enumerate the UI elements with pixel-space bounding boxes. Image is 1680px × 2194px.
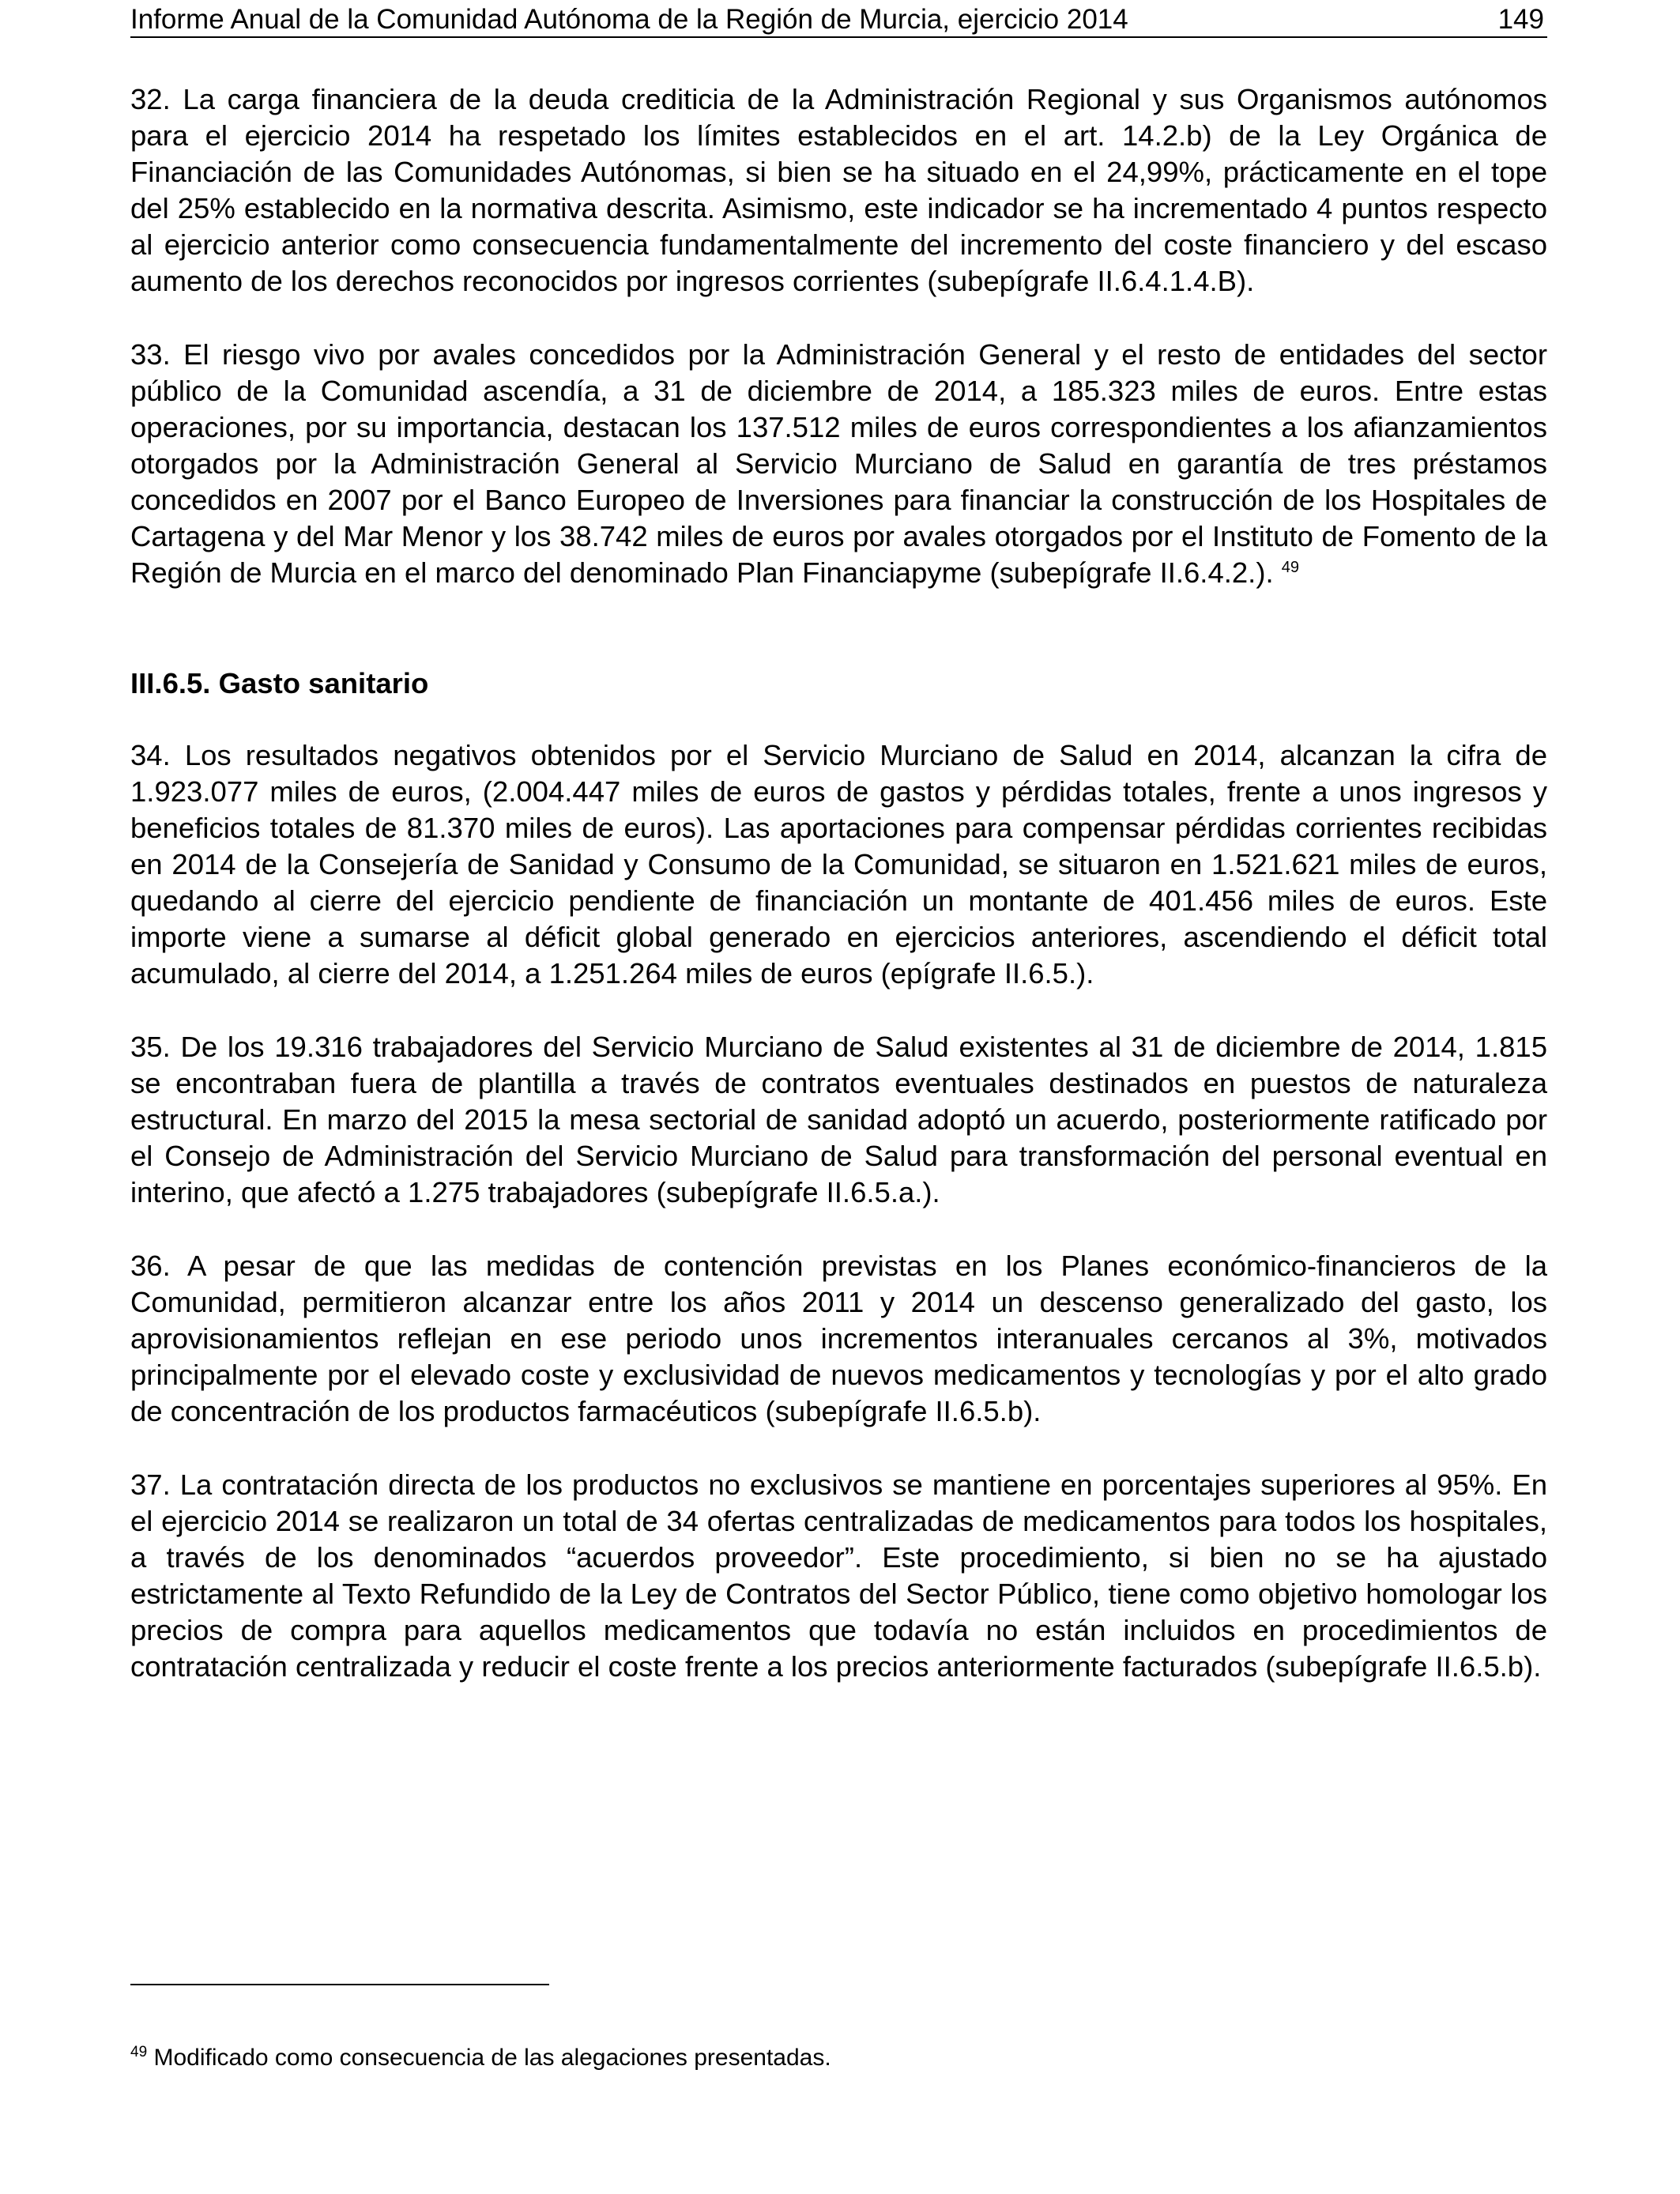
report-title: Informe Anual de la Comunidad Autónoma de la Región de Murcia, ejercicio 2014: [130, 4, 1128, 35]
section-heading: III.6.5. Gasto sanitario: [130, 667, 429, 699]
page-number: 149: [1497, 4, 1544, 35]
paragraph-32: 32. La carga financiera de la deuda crediticia de la Administración Regional y sus Organismos autónomos para el ejercicio 2014 ha respetado los límites establecidos en el art. 14.2.b) de la Ley Orgánica de Financiación de las Comunidades Autónomas, si bien se ha situado en el 24,99%, prácticamente en el tope del 25% establecido en la normativa descrita. Asimismo, este indicador se ha incrementado 4 puntos respecto al ejercicio anterior como consecuencia fundamentalmente del incremento del coste financiero y del escaso aumento de los derechos reconocidos por ingresos corrientes (subepígrafe II.6.4.1.4.B).: [130, 83, 1547, 297]
footnote: [130, 2044, 1547, 2072]
paragraph-33-text: 33. El riesgo vivo por avales concedidos por la Administración General y el resto de entidades del sector público de la Comunidad ascendía, a 31 de diciembre de 2014, a 185.323 miles de euros. Entre estas operaciones, por su importancia, destacan los 137.512 miles de euros correspondientes a los afianzamientos otorgados por la Administración General al Servicio Murciano de Salud en garantía de tres préstamos concedidos en 2007 por el Banco Europeo de Inversiones para financiar la construcción de los Hospitales de Cartagena y del Mar Menor y los 38.742 miles de euros por avales otorgados por el Instituto de Fomento de la Región de Murcia en el marco del denominado Plan Financiapyme (subepígrafe II.6.4.2.).: [130, 338, 1547, 589]
footnote-number: 49: [130, 2044, 148, 2060]
paragraph-33: [130, 337, 1547, 591]
paragraph-36: 36. A pesar de que las medidas de contención previstas en los Planes económico-financieros de la Comunidad, permitieron alcanzar entre los años 2011 y 2014 un descenso generalizado del gasto, los aprovisionamientos reflejan en ese periodo unos incrementos interanuales cercanos al 3%, motivados principalmente por el elevado coste y exclusividad de nuevos medicamentos y tecnologías y por el alto grado de concentración de los productos farmacéuticos (subepígrafe II.6.5.b).: [130, 1250, 1547, 1427]
page-header: [130, 2, 1547, 38]
footnote-separator: [130, 1984, 549, 1985]
paragraph-35: 35. De los 19.316 trabajadores del Servicio Murciano de Salud existentes al 31 de diciembre de 2014, 1.815 se encontraban fuera de plantilla a través de contratos eventuales destinados en puestos de naturaleza estructural. En marzo del 2015 la mesa sectorial de sanidad adoptó un acuerdo, posteriormente ratificado por el Consejo de Administración del Servicio Murciano de Salud para transformación del personal eventual en interino, que afectó a 1.275 trabajadores (subepígrafe II.6.5.a.).: [130, 1031, 1547, 1208]
body-text: [130, 81, 1547, 1722]
footnote-text: Modificado como consecuencia de las alegaciones presentadas.: [153, 2045, 831, 2071]
document-page: [130, 0, 1547, 2194]
paragraph-34: 34. Los resultados negativos obtenidos por el Servicio Murciano de Salud en 2014, alcanzan la cifra de 1.923.077 miles de euros, (2.004.447 miles de euros de gastos y pérdidas totales, frente a unos ingresos y beneficios totales de 81.370 miles de euros). Las aportaciones para compensar pérdidas corrientes recibidas en 2014 de la Consejería de Sanidad y Consumo de la Comunidad, se situaron en 1.521.621 miles de euros, quedando al cierre del ejercicio pendiente de financiación un montante de 401.456 miles de euros. Este importe viene a sumarse al déficit global generado en ejercicios anteriores, ascendiendo el déficit total acumulado, al cierre del 2014, a 1.251.264 miles de euros (epígrafe II.6.5.).: [130, 739, 1547, 990]
paragraph-37: 37. La contratación directa de los productos no exclusivos se mantiene en porcentajes superiores al 95%. En el ejercicio 2014 se realizaron un total de 34 ofertas centralizadas de medicamentos para todos los hospitales, a través de los denominados “acuerdos proveedor”. Este procedimiento, si bien no se ha ajustado estrictamente al Texto Refundido de la Ley de Contratos del Sector Público, tiene como objetivo homologar los precios de compra para aquellos medicamentos que todavía no están incluidos en procedimientos de contratación centralizada y reducir el coste frente a los precios anteriormente facturados (subepígrafe II.6.5.b).: [130, 1468, 1547, 1683]
footnote-reference[interactable]: 49: [1281, 558, 1300, 576]
